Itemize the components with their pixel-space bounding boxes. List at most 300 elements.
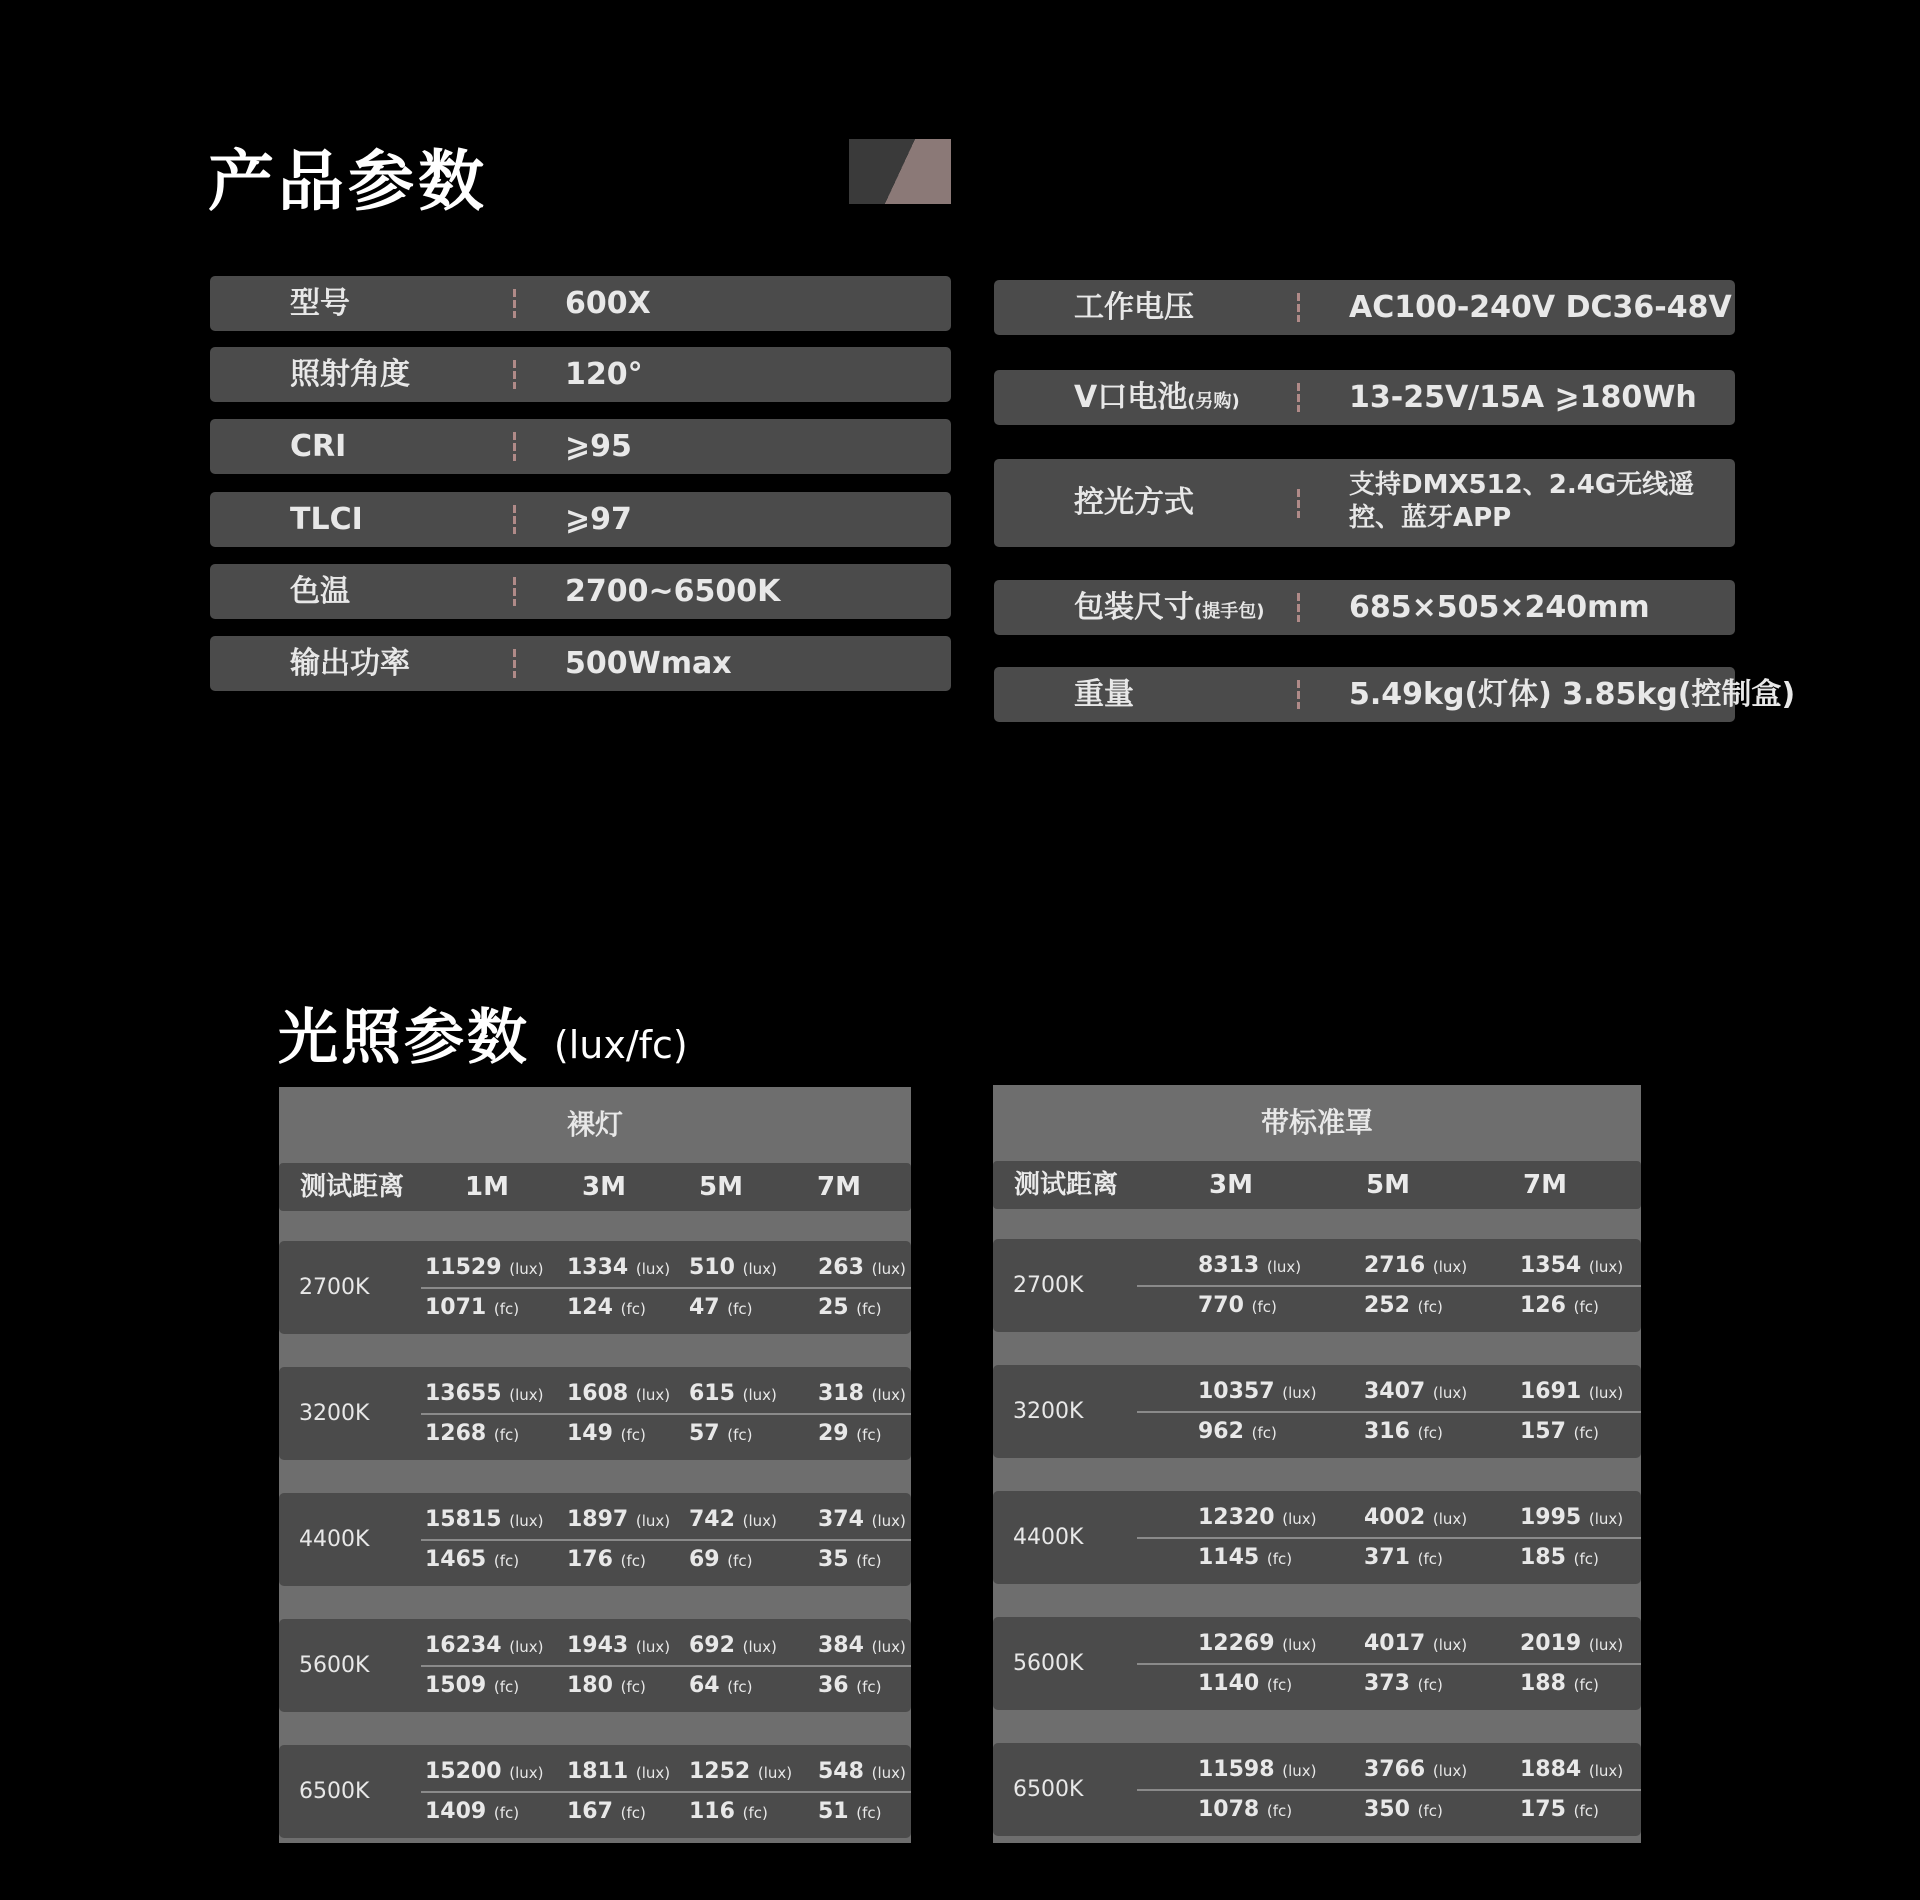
fc-number: 1071	[425, 1295, 487, 1320]
bare-light-table	[279, 1087, 911, 1843]
fc-value	[1198, 1293, 1277, 1318]
fc-unit: (fc)	[1266, 1676, 1293, 1694]
fc-number: 1140	[1198, 1671, 1260, 1696]
fc-value	[1364, 1545, 1443, 1570]
fc-number: 371	[1364, 1545, 1410, 1570]
fc-value	[1520, 1797, 1599, 1822]
fc-number: 126	[1520, 1293, 1566, 1318]
fc-value	[1520, 1671, 1599, 1696]
lux-value	[567, 1255, 670, 1280]
lux-unit: (lux)	[509, 1260, 544, 1278]
table-header-cell: 测试距离	[1014, 1170, 1119, 1200]
fc-number: 770	[1198, 1293, 1244, 1318]
fc-number: 1078	[1198, 1797, 1260, 1822]
spec-label-text: 控光方式	[1074, 485, 1194, 520]
fc-unit: (fc)	[1573, 1802, 1599, 1820]
separator-icon	[513, 505, 516, 534]
spec-row	[210, 492, 951, 547]
fc-value	[1364, 1419, 1443, 1444]
fc-number: 962	[1198, 1419, 1244, 1444]
lux-unit: (lux)	[1432, 1384, 1468, 1402]
light-section-heading: 光照参数	[278, 1003, 530, 1073]
spec-value: 500Wmax	[565, 646, 732, 681]
table-header-cell: 测试距离	[300, 1172, 405, 1202]
lux-unit: (lux)	[1432, 1762, 1468, 1780]
lux-number: 10357	[1198, 1379, 1275, 1404]
fc-number: 25	[818, 1295, 849, 1320]
fc-value	[818, 1421, 882, 1446]
page-title: 产品参数	[208, 143, 488, 220]
fc-unit: (fc)	[727, 1552, 753, 1570]
fc-number: 185	[1520, 1545, 1566, 1570]
row-divider	[1137, 1663, 1641, 1665]
lux-value	[1520, 1253, 1623, 1278]
row-divider	[1137, 1789, 1641, 1791]
fc-number: 188	[1520, 1671, 1566, 1696]
row-divider	[421, 1665, 911, 1667]
spec-label-note: (另购)	[1187, 391, 1240, 412]
fc-number: 316	[1364, 1419, 1410, 1444]
lux-unit: (lux)	[1432, 1258, 1468, 1276]
spec-value: ⩾95	[565, 429, 632, 464]
lux-value	[425, 1255, 543, 1280]
fc-value	[567, 1421, 646, 1446]
fc-unit: (fc)	[1573, 1298, 1599, 1316]
fc-value	[1520, 1419, 1599, 1444]
fc-value	[567, 1295, 646, 1320]
spec-label	[1074, 580, 1264, 639]
lux-value	[1520, 1505, 1623, 1530]
fc-number: 1509	[425, 1673, 487, 1698]
decorative-block	[849, 139, 951, 204]
table-header-cell: 5M	[1366, 1170, 1410, 1200]
lux-unit: (lux)	[635, 1764, 671, 1782]
color-temp-label: 4400K	[1013, 1525, 1084, 1550]
table-header-cell: 7M	[817, 1172, 861, 1202]
table-header-cell: 5M	[699, 1172, 743, 1202]
spec-label-note: (提手包)	[1194, 601, 1265, 622]
fc-unit: (fc)	[1251, 1298, 1277, 1316]
fc-value	[1364, 1293, 1443, 1318]
lux-number: 15815	[425, 1507, 502, 1532]
separator-icon	[513, 649, 516, 678]
row-divider	[421, 1539, 911, 1541]
lux-unit: (lux)	[742, 1512, 777, 1530]
lux-value	[425, 1633, 543, 1658]
color-temp-label: 6500K	[1013, 1777, 1084, 1802]
fc-value	[425, 1547, 519, 1572]
lux-number: 11598	[1198, 1757, 1275, 1782]
color-temp-label: 3200K	[1013, 1399, 1084, 1424]
lux-number: 548	[818, 1759, 864, 1784]
lux-number: 615	[689, 1381, 735, 1406]
lux-number: 318	[818, 1381, 864, 1406]
fc-value	[425, 1673, 519, 1698]
fc-value	[689, 1421, 753, 1446]
fc-number: 149	[567, 1421, 613, 1446]
fc-value	[818, 1295, 882, 1320]
fc-number: 1409	[425, 1799, 487, 1824]
light-section-title	[278, 990, 688, 1076]
fc-unit: (fc)	[620, 1426, 646, 1444]
lux-number: 384	[818, 1633, 864, 1658]
lux-number: 1897	[567, 1507, 629, 1532]
color-temp-label: 2700K	[1013, 1273, 1084, 1298]
fc-value	[818, 1547, 882, 1572]
lux-unit: (lux)	[635, 1386, 671, 1404]
fc-value	[567, 1673, 646, 1698]
lux-unit: (lux)	[635, 1512, 671, 1530]
lux-number: 742	[689, 1507, 735, 1532]
fc-number: 157	[1520, 1419, 1566, 1444]
lux-value	[567, 1381, 670, 1406]
spec-label	[1074, 370, 1240, 429]
spec-row	[210, 419, 951, 474]
lux-unit: (lux)	[757, 1764, 793, 1782]
lux-unit: (lux)	[1282, 1510, 1317, 1528]
lux-number: 4017	[1364, 1631, 1426, 1656]
spec-row	[994, 280, 1735, 335]
lux-unit: (lux)	[871, 1386, 906, 1404]
fc-value	[425, 1421, 519, 1446]
fc-value	[1198, 1419, 1277, 1444]
fc-unit: (fc)	[493, 1300, 520, 1318]
lux-number: 2019	[1520, 1631, 1582, 1656]
lux-unit: (lux)	[871, 1512, 906, 1530]
fc-unit: (fc)	[493, 1678, 520, 1696]
fc-unit: (fc)	[620, 1804, 646, 1822]
lux-unit: (lux)	[1432, 1636, 1468, 1654]
lux-number: 1608	[567, 1381, 629, 1406]
lux-number: 1995	[1520, 1505, 1582, 1530]
table-header-cell: 3M	[582, 1172, 626, 1202]
lux-value	[425, 1507, 543, 1532]
table-row	[993, 1491, 1641, 1584]
spec-label	[1074, 459, 1194, 551]
fc-number: 176	[567, 1547, 613, 1572]
spec-label: TLCI	[290, 502, 363, 537]
spec-value: 5.49kg(灯体) 3.85kg(控制盒)	[1349, 677, 1796, 712]
fc-value	[1198, 1797, 1292, 1822]
table-row	[279, 1619, 911, 1712]
spec-value: 13-25V/15A ⩾180Wh	[1349, 380, 1697, 415]
fc-unit: (fc)	[856, 1678, 882, 1696]
lux-value	[1198, 1757, 1316, 1782]
reflector-table-header	[993, 1161, 1641, 1209]
lux-number: 2716	[1364, 1253, 1426, 1278]
lux-value	[567, 1507, 670, 1532]
lux-number: 1334	[567, 1255, 629, 1280]
fc-unit: (fc)	[620, 1678, 646, 1696]
lux-number: 3766	[1364, 1757, 1426, 1782]
fc-number: 124	[567, 1295, 613, 1320]
spec-value: 支持DMX512、2.4G无线遥控、蓝牙APP	[1349, 470, 1695, 533]
fc-unit: (fc)	[856, 1804, 882, 1822]
spec-label-text: 重量	[1074, 677, 1134, 712]
fc-unit: (fc)	[1266, 1550, 1293, 1568]
lux-unit: (lux)	[1282, 1384, 1317, 1402]
spec-label	[1074, 280, 1194, 339]
fc-unit: (fc)	[1573, 1424, 1599, 1442]
lux-number: 510	[689, 1255, 735, 1280]
fc-number: 116	[689, 1799, 735, 1824]
lux-unit: (lux)	[871, 1764, 906, 1782]
lux-unit: (lux)	[509, 1764, 544, 1782]
spec-value: 600X	[565, 286, 651, 321]
lux-unit: (lux)	[871, 1260, 906, 1278]
color-temp-label: 4400K	[299, 1527, 370, 1552]
fc-unit: (fc)	[1417, 1802, 1443, 1820]
spec-label: 色温	[290, 574, 350, 609]
fc-value	[567, 1799, 646, 1824]
row-divider	[1137, 1411, 1641, 1413]
table-row	[993, 1617, 1641, 1710]
table-row	[279, 1493, 911, 1586]
fc-number: 69	[689, 1547, 720, 1572]
spec-row	[994, 580, 1735, 635]
spec-row	[210, 636, 951, 691]
row-divider	[1137, 1285, 1641, 1287]
fc-unit: (fc)	[727, 1678, 753, 1696]
fc-unit: (fc)	[742, 1804, 768, 1822]
fc-number: 350	[1364, 1797, 1410, 1822]
lux-value	[567, 1633, 670, 1658]
fc-value	[425, 1799, 519, 1824]
separator-icon	[513, 289, 516, 318]
lux-value	[689, 1759, 792, 1784]
lux-value	[425, 1381, 543, 1406]
lux-number: 8313	[1198, 1253, 1260, 1278]
spec-value: ⩾97	[565, 502, 632, 537]
lux-number: 11529	[425, 1255, 502, 1280]
fc-number: 1465	[425, 1547, 487, 1572]
lux-value	[818, 1633, 906, 1658]
lux-unit: (lux)	[1588, 1384, 1624, 1402]
separator-icon	[1297, 593, 1300, 622]
separator-icon	[513, 577, 516, 606]
lux-unit: (lux)	[509, 1386, 544, 1404]
lux-value	[689, 1633, 777, 1658]
spec-label: 输出功率	[290, 646, 410, 681]
fc-value	[689, 1799, 768, 1824]
separator-icon	[513, 360, 516, 389]
fc-unit: (fc)	[493, 1426, 520, 1444]
table-row	[993, 1239, 1641, 1332]
fc-number: 64	[689, 1673, 720, 1698]
spec-label-text: 包装尺寸	[1074, 590, 1194, 625]
lux-number: 12269	[1198, 1631, 1275, 1656]
fc-value	[818, 1673, 882, 1698]
lux-value	[1198, 1505, 1316, 1530]
fc-number: 36	[818, 1673, 849, 1698]
spec-label: 型号	[290, 286, 350, 321]
reflector-light-table	[993, 1085, 1641, 1843]
lux-value	[1520, 1631, 1623, 1656]
row-divider	[1137, 1537, 1641, 1539]
fc-number: 373	[1364, 1671, 1410, 1696]
fc-value	[567, 1547, 646, 1572]
color-temp-label: 6500K	[299, 1779, 370, 1804]
fc-value	[425, 1295, 519, 1320]
spec-label: CRI	[290, 429, 347, 464]
lux-unit: (lux)	[635, 1638, 671, 1656]
table-header-cell: 1M	[465, 1172, 509, 1202]
color-temp-label: 3200K	[299, 1401, 370, 1426]
lux-unit: (lux)	[871, 1638, 906, 1656]
lux-value	[818, 1759, 906, 1784]
table-header-cell: 7M	[1523, 1170, 1567, 1200]
lux-value	[1364, 1505, 1467, 1530]
lux-number: 3407	[1364, 1379, 1426, 1404]
table-row	[279, 1367, 911, 1460]
lux-value	[689, 1381, 777, 1406]
fc-value	[689, 1673, 753, 1698]
fc-number: 1268	[425, 1421, 487, 1446]
lux-value	[818, 1255, 906, 1280]
lux-unit: (lux)	[742, 1638, 777, 1656]
spec-label-text: V口电池	[1074, 380, 1188, 415]
lux-number: 1691	[1520, 1379, 1582, 1404]
spec-value: AC100-240V DC36-48V	[1349, 290, 1732, 325]
lux-value	[1198, 1379, 1316, 1404]
spec-row	[994, 667, 1796, 722]
lux-value	[1198, 1631, 1316, 1656]
spec-value: 120°	[565, 357, 643, 392]
fc-unit: (fc)	[1573, 1550, 1599, 1568]
spec-value: 2700~6500K	[565, 574, 781, 609]
fc-unit: (fc)	[1266, 1802, 1293, 1820]
fc-number: 167	[567, 1799, 613, 1824]
lux-number: 692	[689, 1633, 735, 1658]
lux-number: 1811	[567, 1759, 629, 1784]
fc-number: 57	[689, 1421, 720, 1446]
lux-value	[818, 1507, 906, 1532]
lux-value	[1520, 1757, 1623, 1782]
fc-value	[1520, 1293, 1599, 1318]
fc-unit: (fc)	[856, 1552, 882, 1570]
lux-unit: (lux)	[1588, 1762, 1624, 1780]
fc-value	[1520, 1545, 1599, 1570]
fc-number: 47	[689, 1295, 720, 1320]
fc-unit: (fc)	[1251, 1424, 1277, 1442]
table-row	[993, 1365, 1641, 1458]
spec-row	[994, 459, 1735, 547]
lux-number: 15200	[425, 1759, 502, 1784]
lux-value	[1198, 1253, 1301, 1278]
fc-value	[1364, 1797, 1443, 1822]
lux-value	[689, 1255, 777, 1280]
fc-unit: (fc)	[620, 1552, 646, 1570]
lux-number: 12320	[1198, 1505, 1275, 1530]
fc-number: 29	[818, 1421, 849, 1446]
fc-unit: (fc)	[1417, 1298, 1443, 1316]
fc-unit: (fc)	[1573, 1676, 1599, 1694]
fc-number: 35	[818, 1547, 849, 1572]
fc-unit: (fc)	[727, 1426, 753, 1444]
light-section-unit: (lux/fc)	[553, 1023, 688, 1067]
fc-value	[689, 1547, 753, 1572]
spec-label: 照射角度	[290, 357, 410, 392]
fc-number: 1145	[1198, 1545, 1260, 1570]
fc-value	[1198, 1545, 1292, 1570]
fc-unit: (fc)	[856, 1300, 882, 1318]
lux-unit: (lux)	[509, 1512, 544, 1530]
lux-number: 16234	[425, 1633, 502, 1658]
lux-number: 1943	[567, 1633, 629, 1658]
fc-unit: (fc)	[1417, 1550, 1443, 1568]
row-divider	[421, 1413, 911, 1415]
lux-unit: (lux)	[1266, 1258, 1302, 1276]
lux-value	[425, 1759, 543, 1784]
table-row	[279, 1745, 911, 1838]
lux-value	[1364, 1757, 1467, 1782]
separator-icon	[1297, 489, 1300, 518]
fc-unit: (fc)	[1417, 1676, 1443, 1694]
fc-number: 252	[1364, 1293, 1410, 1318]
fc-value	[689, 1295, 753, 1320]
table-row	[993, 1743, 1641, 1836]
lux-unit: (lux)	[635, 1260, 671, 1278]
spec-row	[210, 276, 951, 331]
separator-icon	[513, 432, 516, 461]
fc-number: 51	[818, 1799, 849, 1824]
lux-number: 4002	[1364, 1505, 1426, 1530]
spec-row	[210, 347, 951, 402]
spec-row	[994, 370, 1735, 425]
lux-value	[567, 1759, 670, 1784]
lux-value	[1520, 1379, 1623, 1404]
fc-unit: (fc)	[856, 1426, 882, 1444]
color-temp-label: 5600K	[1013, 1651, 1084, 1676]
lux-value	[1364, 1379, 1467, 1404]
lux-unit: (lux)	[1588, 1258, 1624, 1276]
lux-value	[818, 1381, 906, 1406]
spec-value: 685×505×240mm	[1349, 590, 1650, 625]
fc-unit: (fc)	[620, 1300, 646, 1318]
spec-row	[210, 564, 951, 619]
lux-number: 1884	[1520, 1757, 1582, 1782]
fc-unit: (fc)	[727, 1300, 753, 1318]
reflector-table-title: 带标准罩	[1260, 1106, 1373, 1139]
lux-number: 1252	[689, 1759, 751, 1784]
spec-label	[1074, 667, 1134, 726]
row-divider	[421, 1791, 911, 1793]
lux-number: 13655	[425, 1381, 502, 1406]
lux-value	[689, 1507, 777, 1532]
spec-label-text: 工作电压	[1074, 290, 1194, 325]
bare-table-header	[279, 1163, 911, 1211]
lux-unit: (lux)	[1588, 1510, 1624, 1528]
fc-value	[818, 1799, 882, 1824]
fc-number: 175	[1520, 1797, 1566, 1822]
fc-unit: (fc)	[493, 1552, 520, 1570]
lux-number: 263	[818, 1255, 864, 1280]
lux-unit: (lux)	[1282, 1762, 1317, 1780]
lux-unit: (lux)	[509, 1638, 544, 1656]
separator-icon	[1297, 293, 1300, 322]
lux-unit: (lux)	[1282, 1636, 1317, 1654]
lux-value	[1364, 1631, 1467, 1656]
lux-number: 374	[818, 1507, 864, 1532]
separator-icon	[1297, 680, 1300, 709]
separator-icon	[1297, 383, 1300, 412]
fc-unit: (fc)	[1417, 1424, 1443, 1442]
fc-value	[1198, 1671, 1292, 1696]
row-divider	[421, 1287, 911, 1289]
fc-value	[1364, 1671, 1443, 1696]
color-temp-label: 5600K	[299, 1653, 370, 1678]
lux-unit: (lux)	[742, 1386, 777, 1404]
